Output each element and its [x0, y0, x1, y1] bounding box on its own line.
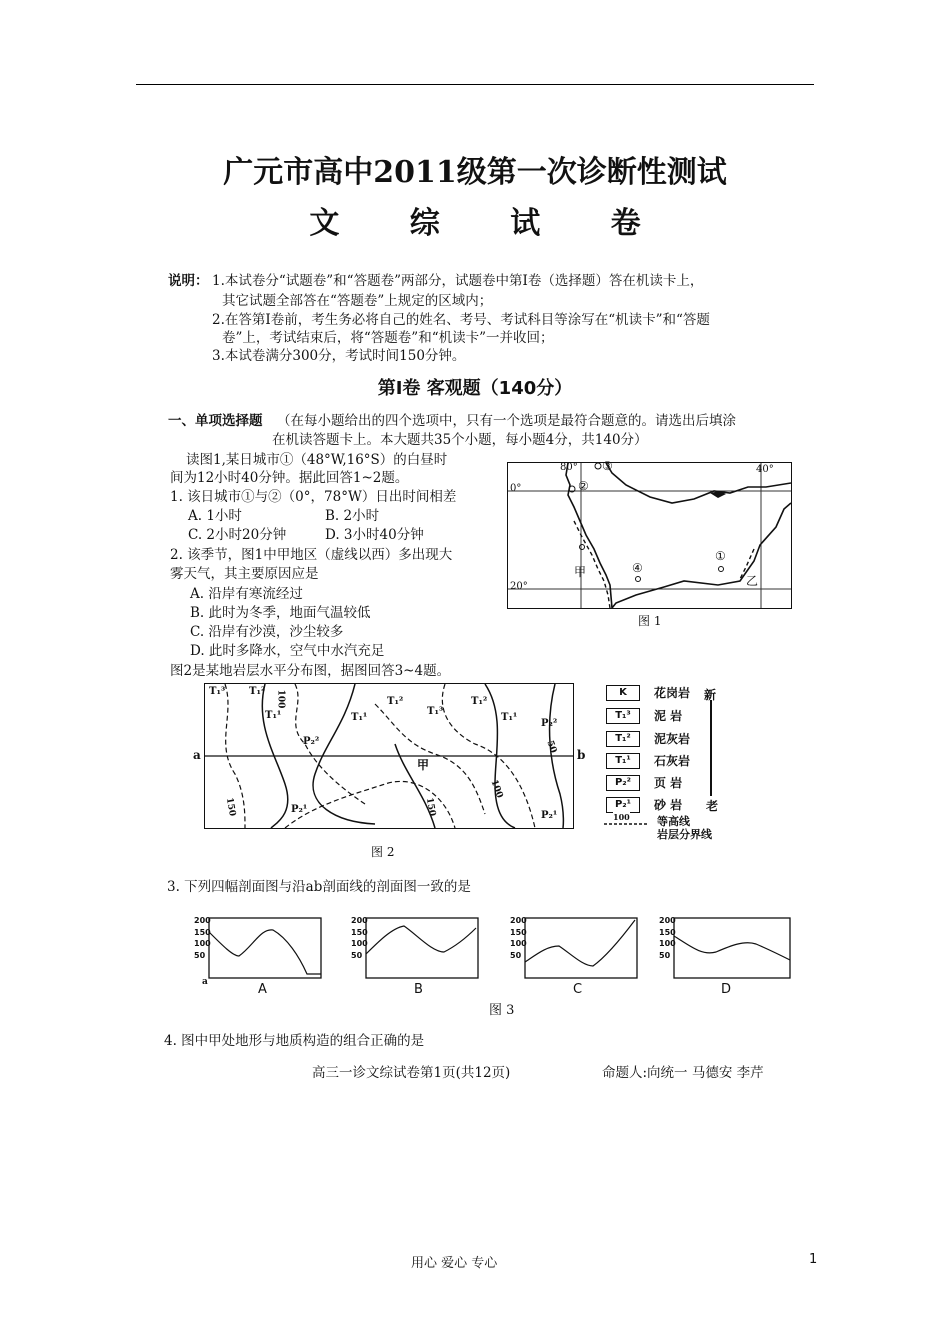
q2-stem-line1: 2. 该季节，图1中甲地区（虚线以西）多出现大 — [170, 547, 453, 563]
q2-option-a: A. 沿岸有寒流经过 — [190, 586, 303, 602]
legend-age-arrow — [710, 700, 712, 796]
legend-contour-name: 等高线 — [657, 815, 690, 828]
fig2-label-b: b — [577, 748, 586, 762]
profile-a-origin: a — [202, 977, 208, 987]
figure1-caption: 图 1 — [638, 614, 662, 628]
profile-chart-b — [352, 916, 482, 986]
profile-label-a: A — [258, 982, 267, 997]
fig2-contour-100-east: 100 — [488, 778, 505, 800]
section-heading: 一、单项选择题 — [168, 413, 263, 429]
fig2-label-a: a — [193, 748, 201, 762]
q3-stem: 3. 下列四幅剖面图与沿ab剖面线的剖面图一致的是 — [167, 879, 471, 895]
fig1-city3-label: ③ — [602, 459, 613, 473]
page-info: 高三一诊文综试卷第1页(共12页) — [312, 1065, 511, 1081]
q1-option-d: D. 3小时40分钟 — [325, 527, 424, 543]
fig1-city1-label: ① — [715, 549, 726, 563]
profile-c-tick-150: 150 — [510, 927, 527, 937]
fig2-label-jia: 甲 — [417, 758, 430, 772]
legend-old: 老 — [706, 799, 719, 813]
reading1-line2: 间为12小时40分钟。据此回答1~2题。 — [170, 470, 409, 486]
legend-k-name: 花岗岩 — [654, 686, 691, 700]
legend-p22-name: 页 岩 — [654, 776, 683, 790]
header-rule — [136, 84, 814, 85]
city4-marker — [636, 577, 641, 582]
legend-t11-box: T₁¹ — [606, 753, 640, 769]
profile-a-tick-150: 150 — [194, 927, 211, 937]
fig1-city2-label: ② — [578, 479, 589, 493]
fig2-stratum-p22-b: P₂² — [541, 718, 558, 729]
legend-p22-box: P₂² — [606, 775, 640, 791]
legend-t11 — [606, 752, 690, 769]
fig2-stratum-t13-b: T₁³ — [427, 706, 444, 717]
legend-p21 — [606, 796, 682, 813]
contour-150-center — [313, 684, 375, 824]
profile-a-tick-100: 100 — [194, 939, 211, 948]
profile-label-b: B — [414, 982, 423, 997]
fig2-stratum-t13: T₁³ — [209, 686, 226, 697]
profile-chart-a — [195, 916, 325, 986]
q1-stem: 1. 该日城市①与②（0°，78°W）日出时间相差 — [170, 489, 457, 505]
profile-b-tick-200: 200 — [351, 916, 368, 925]
instructions-line1: 1.本试卷分“试题卷”和“答题卷”两部分，试题卷中第Ⅰ卷（选择题）答在机读卡上， — [212, 273, 704, 289]
fig1-lon-40: 40° — [756, 464, 774, 475]
fig2-stratum-t12-b: T₁² — [387, 696, 404, 707]
q1-option-a: A. 1小时 — [188, 508, 242, 524]
legend-t13-box: T₁³ — [606, 708, 640, 724]
legend-t12-name: 泥灰岩 — [654, 732, 691, 746]
q2-stem-line2: 雾天气，其主要原因应是 — [170, 566, 319, 582]
section-title: 第Ⅰ卷 客观题（140分） — [377, 378, 573, 399]
fig2-stratum-t12-c: T₁² — [471, 696, 488, 707]
legend-p21-box: P₂¹ — [606, 797, 640, 813]
fig2-stratum-p21-b: P₂¹ — [541, 810, 558, 821]
profile-d-tick-200: 200 — [659, 916, 676, 925]
figure3-caption: 图 3 — [489, 1003, 515, 1018]
q2-option-c: C. 沿岸有沙漠，沙尘较多 — [190, 624, 344, 640]
footer-page-number: 1 — [809, 1252, 818, 1267]
fig2-contour-100-west: 100 — [275, 689, 286, 709]
exam-title: 广元市高中2011级第一次诊断性测试 — [223, 155, 727, 190]
exam-subtitle: 文 综 试 卷 — [309, 206, 671, 241]
section-heading-desc1: （在每小题给出的四个选项中，只有一个选项是最符合题意的。请选出后填涂 — [277, 413, 736, 429]
fig1-lat-20: 20° — [510, 581, 528, 592]
fig2-stratum-t11-a: T₁¹ — [265, 710, 282, 721]
instructions-line5: 3.本试卷满分300分，考试时间150分钟。 — [212, 348, 466, 364]
profile-b-tick-50: 50 — [351, 950, 363, 960]
profile-c-tick-50: 50 — [510, 950, 522, 960]
fig2-contour-150-center: 150 — [423, 796, 437, 818]
profile-b-ticks — [351, 915, 368, 961]
profile-a-tick-200: 200 — [194, 916, 211, 925]
figure2-geologic-map — [204, 683, 574, 829]
fig2-stratum-p21-a: P₂¹ — [291, 804, 308, 815]
city1-marker — [719, 567, 724, 572]
figure2-caption: 图 2 — [371, 845, 395, 859]
profile-d-tick-150: 150 — [659, 927, 676, 937]
profile-c-tick-100: 100 — [510, 939, 527, 948]
reading2: 图2是某地岩层水平分布图，据图回答3~4题。 — [170, 663, 451, 679]
legend-t11-name: 石灰岩 — [654, 754, 691, 768]
legend-t13 — [606, 707, 682, 724]
coast-marker — [580, 545, 585, 550]
instructions-line3: 2.在答第Ⅰ卷前，考生务必将自己的姓名、考号、考试科目等涂写在“机读卡”和“答题 — [212, 312, 710, 328]
instructions-line4: 卷”上，考试结束后，将“答题卷”和“机读卡”一并收回； — [222, 330, 554, 346]
fig2-contour-50: 50 — [544, 739, 559, 755]
city3-marker — [595, 463, 601, 469]
legend-k — [606, 684, 690, 701]
fig1-lat-0: 0° — [510, 483, 522, 494]
q4-stem: 4. 图中甲处地形与地质构造的组合正确的是 — [164, 1033, 425, 1049]
fig2-stratum-p22-a: P₂² — [303, 736, 320, 747]
profile-chart-d — [660, 916, 795, 986]
profile-label-d: D — [721, 982, 732, 997]
legend-p21-name: 砂 岩 — [654, 798, 683, 812]
legend-new: 新 — [704, 688, 717, 702]
profile-label-c: C — [573, 982, 583, 997]
fig1-city4-label: ④ — [632, 561, 643, 575]
fig1-lon-80: 80° — [560, 462, 578, 473]
legend-k-box: K — [606, 685, 640, 701]
profile-a-ticks — [194, 915, 211, 961]
profile-c-tick-200: 200 — [510, 916, 527, 925]
profile-b-tick-100: 100 — [351, 939, 368, 948]
legend-t12-box: T₁² — [606, 731, 640, 747]
q1-option-c: C. 2小时20分钟 — [188, 527, 287, 543]
section-heading-desc2: 在机读答题卡上。本大题共35个小题，每小题4分，共140分） — [272, 432, 648, 448]
legend-p22 — [606, 774, 682, 791]
instructions-line2: 其它试题全部答在“答题卷”上规定的区域内； — [222, 293, 493, 309]
fig1-region-yi: 乙 — [746, 574, 759, 588]
legend-contour-value: 100 — [613, 812, 630, 822]
profile-c-ticks — [510, 915, 527, 961]
fig2-stratum-t11-c: T₁¹ — [501, 712, 518, 723]
fig2-stratum-t11-b: T₁¹ — [351, 712, 368, 723]
fig2-contour-150-west: 150 — [223, 796, 237, 818]
legend-boundary-name: 岩层分界线 — [657, 828, 712, 841]
authors: 命题人:向统一 马德安 李芹 — [602, 1065, 764, 1081]
q2-option-d: D. 此时多降水，空气中水汽充足 — [190, 643, 385, 659]
reading1-line1: 读图1,某日城市①（48°W,16°S）的白昼时 — [186, 452, 448, 468]
q2-option-b: B. 此时为冬季，地面气温较低 — [190, 605, 371, 621]
footer-motto: 用心 爱心 专心 — [411, 1256, 498, 1271]
legend-t12 — [606, 730, 690, 747]
fig1-region-jia: 甲 — [574, 565, 587, 579]
fig2-stratum-t12-a: T₁² — [249, 686, 266, 697]
profile-chart-c — [511, 916, 641, 986]
profile-d-tick-50: 50 — [659, 950, 671, 960]
profile-d-tick-100: 100 — [659, 939, 676, 948]
q1-option-b: B. 2小时 — [325, 508, 380, 524]
figure1-map — [507, 459, 792, 609]
profile-b-tick-150: 150 — [351, 927, 368, 937]
legend-t13-name: 泥 岩 — [654, 709, 683, 723]
profile-a-tick-50: 50 — [194, 950, 206, 960]
profile-d-ticks — [659, 915, 676, 961]
instructions-label: 说明： — [168, 273, 209, 289]
